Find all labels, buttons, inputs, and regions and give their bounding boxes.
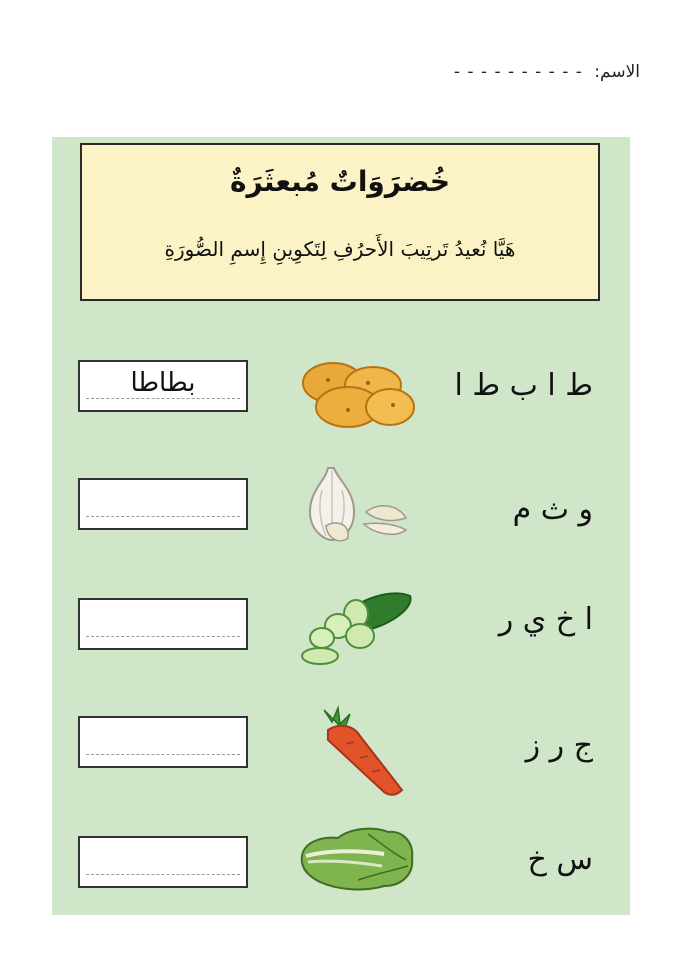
scrambled-letters: س خ — [527, 842, 593, 877]
scrambled-letters: ط ا ب ط ا — [454, 368, 593, 403]
answer-box[interactable] — [78, 716, 248, 768]
writing-guide-line — [86, 636, 240, 637]
answer-box[interactable] — [78, 836, 248, 888]
scrambled-letters: ج ر ز — [525, 728, 593, 763]
name-label: الاسم: — [594, 62, 640, 82]
lettuce-icon — [298, 820, 418, 900]
potatoes-icon — [298, 355, 418, 435]
answer-box[interactable] — [78, 598, 248, 650]
name-blank[interactable]: - - - - - - - - - - — [453, 62, 583, 82]
garlic-icon — [298, 460, 418, 550]
exercise-row-lettuce — [0, 830, 679, 930]
exercise-row-carrot — [0, 712, 679, 812]
writing-guide-line — [86, 874, 240, 875]
writing-guide-line — [86, 398, 240, 399]
answer-box[interactable] — [78, 360, 248, 412]
cucumber-icon — [298, 586, 418, 670]
answer-text: بطاطا — [130, 368, 196, 398]
exercise-row-cucumber — [0, 590, 679, 690]
title-box — [80, 143, 600, 301]
worksheet-instructions: هَيَّا نُعيدُ تَرتِيبَ الأَحرُفِ لِتَكوِينِ إِسمِ الصُّورَةِ — [164, 237, 516, 261]
writing-guide-line — [86, 754, 240, 755]
writing-guide-line — [86, 516, 240, 517]
scrambled-letters: و ث م — [512, 492, 593, 527]
worksheet-title: خُضرَوَاتٌ مُبعثَرَةٌ — [229, 165, 451, 198]
scrambled-letters: ا خ ي ر — [498, 602, 593, 637]
exercise-row-garlic — [0, 470, 679, 570]
exercise-row-potatoes — [0, 350, 679, 450]
answer-box[interactable] — [78, 478, 248, 530]
student-name-line[interactable] — [440, 62, 640, 92]
carrot-icon — [298, 704, 418, 800]
